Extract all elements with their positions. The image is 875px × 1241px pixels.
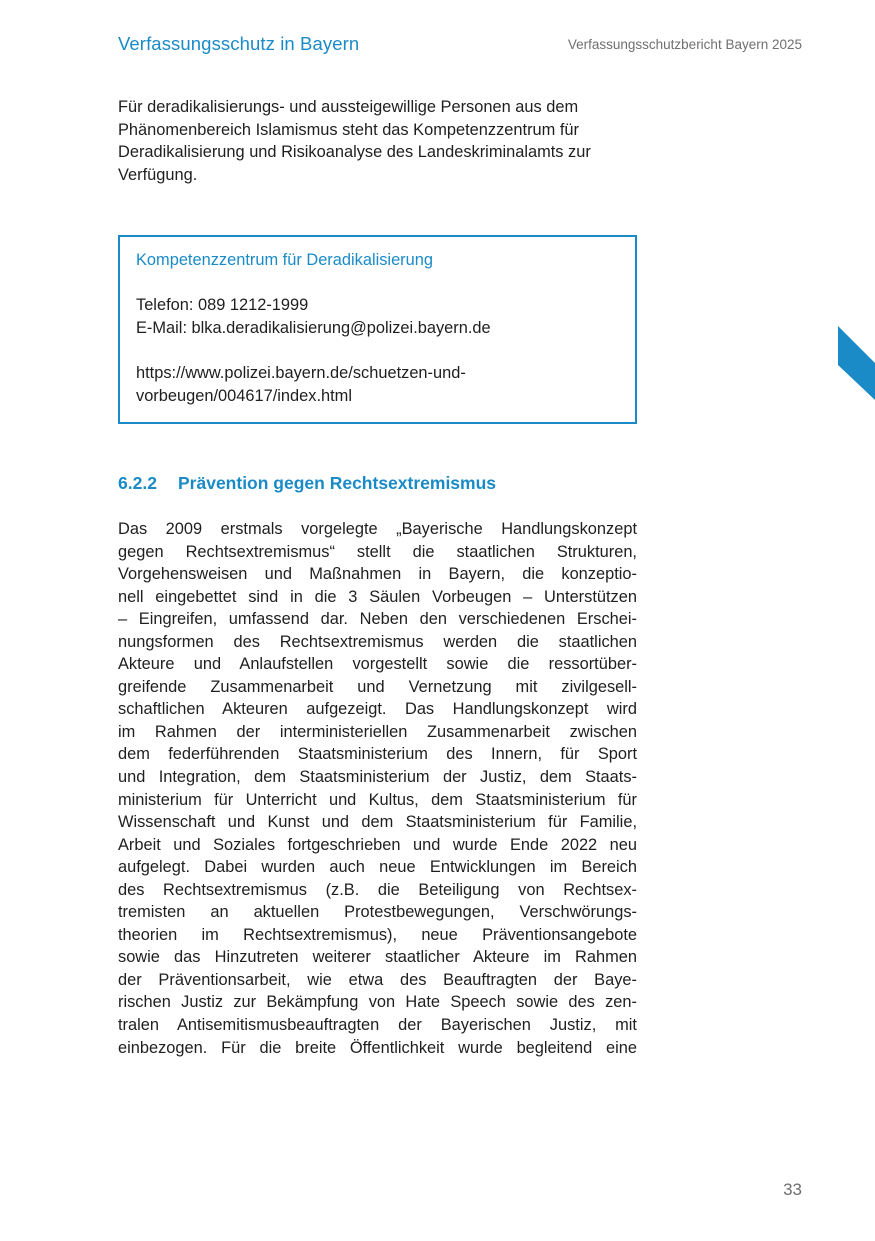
- header-section-title: Verfassungsschutz in Bayern: [118, 33, 360, 54]
- body-line: gegen Rechtsextremismus“ stellt die staatlichen Strukturen,: [118, 542, 637, 561]
- contact-email[interactable]: E-Mail: blka.deradikalisierung@polizei.bayern.de: [136, 318, 491, 337]
- body-line: rischen Justiz zur Bekämpfung von Hate Speech sowie des zen-: [118, 993, 637, 1012]
- section-heading: [118, 473, 496, 494]
- contact-url-line-2[interactable]: vorbeugen/004617/index.html: [136, 386, 352, 405]
- contact-phone: Telefon: 089 1212-1999: [136, 296, 309, 315]
- section-number: 6.2.2: [118, 473, 157, 493]
- body-line: tremisten an aktuellen Protestbewegungen, Verschwörungs-: [118, 903, 637, 922]
- body-line: und Integration, dem Staatsministerium der Justiz, dem Staats-: [118, 768, 637, 787]
- body-line: Arbeit und Soziales fortgeschrieben und wurde Ende 2022 neu: [118, 835, 637, 854]
- contact-box-content: [136, 249, 625, 407]
- body-line: – Eingreifen, umfassend dar. Neben den verschiedenen Erschei-: [118, 610, 637, 629]
- page-number: 33: [783, 1180, 802, 1199]
- contact-box-title: Kompetenzzentrum für Deradikalisierung: [136, 251, 433, 269]
- body-line: nungsformen des Rechtsextremismus werden die staatlichen: [118, 632, 637, 651]
- body-line: schaftlichen Akteuren aufgezeigt. Das Handlungskonzept wird: [118, 700, 637, 719]
- body-line: nell eingebettet sind in die 3 Säulen Vorbeugen – Unterstützen: [118, 587, 637, 606]
- body-line: theorien im Rechtsextremismus), neue Präventionsangebote: [118, 925, 637, 944]
- body-line: dem federführenden Staatsministerium des Innern, für Sport: [118, 745, 637, 764]
- body-line: aufgelegt. Dabei wurden auch neue Entwicklungen im Bereich: [118, 858, 637, 877]
- body-line: des Rechtsextremismus (z.B. die Beteiligung von Rechtsex-: [118, 880, 637, 899]
- body-line: greifende Zusammenarbeit und Vernetzung mit zivilgesell-: [118, 677, 637, 696]
- body-line: Vorgehensweisen und Maßnahmen in Bayern, die konzeptio-: [118, 565, 637, 584]
- chapter-tab-marker: [838, 326, 875, 400]
- body-paragraph: [118, 518, 637, 1059]
- body-line: einbezogen. Für die breite Öffentlichkeit wurde begleitend eine: [118, 1038, 637, 1057]
- body-line: der Präventionsarbeit, wie etwa des Beauftragten der Baye-: [118, 970, 637, 989]
- chapter-tab-shape: [838, 326, 875, 400]
- body-line: im Rahmen der interministeriellen Zusammenarbeit zwischen: [118, 722, 637, 741]
- body-line: Akteure und Anlaufstellen vorgestellt sowie die ressortüber-: [118, 655, 637, 674]
- body-line: Wissenschaft und Kunst und dem Staatsministerium für Familie,: [118, 813, 637, 832]
- body-line: sowie das Hinzutreten weiterer staatlicher Akteure im Rahmen: [118, 948, 637, 967]
- body-line: tralen Antisemitismusbeauftragten der Bayerischen Justiz, mit: [118, 1016, 637, 1035]
- body-line: ministerium für Unterricht und Kultus, dem Staatsministerium für: [118, 790, 637, 809]
- contact-url-line-1[interactable]: https://www.polizei.bayern.de/schuetzen-und-: [136, 363, 466, 382]
- body-line: Das 2009 erstmals vorgelegte „Bayerische Handlungskonzept: [118, 520, 637, 538]
- contact-spacer: [136, 339, 625, 362]
- header-report-title: Verfassungsschutzbericht Bayern 2025: [567, 37, 802, 52]
- section-title: Prävention gegen Rechtsextremismus: [178, 473, 497, 493]
- intro-paragraph: Für deradikalisierungs- und aussteigewillige Personen aus dem Phänomenbereich Islamismus steht das Kompetenzzentrum für Deradikalisierung und Risikoanalyse des Landeskriminalamts zur Verfügung.: [118, 98, 591, 184]
- contact-box: [118, 235, 637, 424]
